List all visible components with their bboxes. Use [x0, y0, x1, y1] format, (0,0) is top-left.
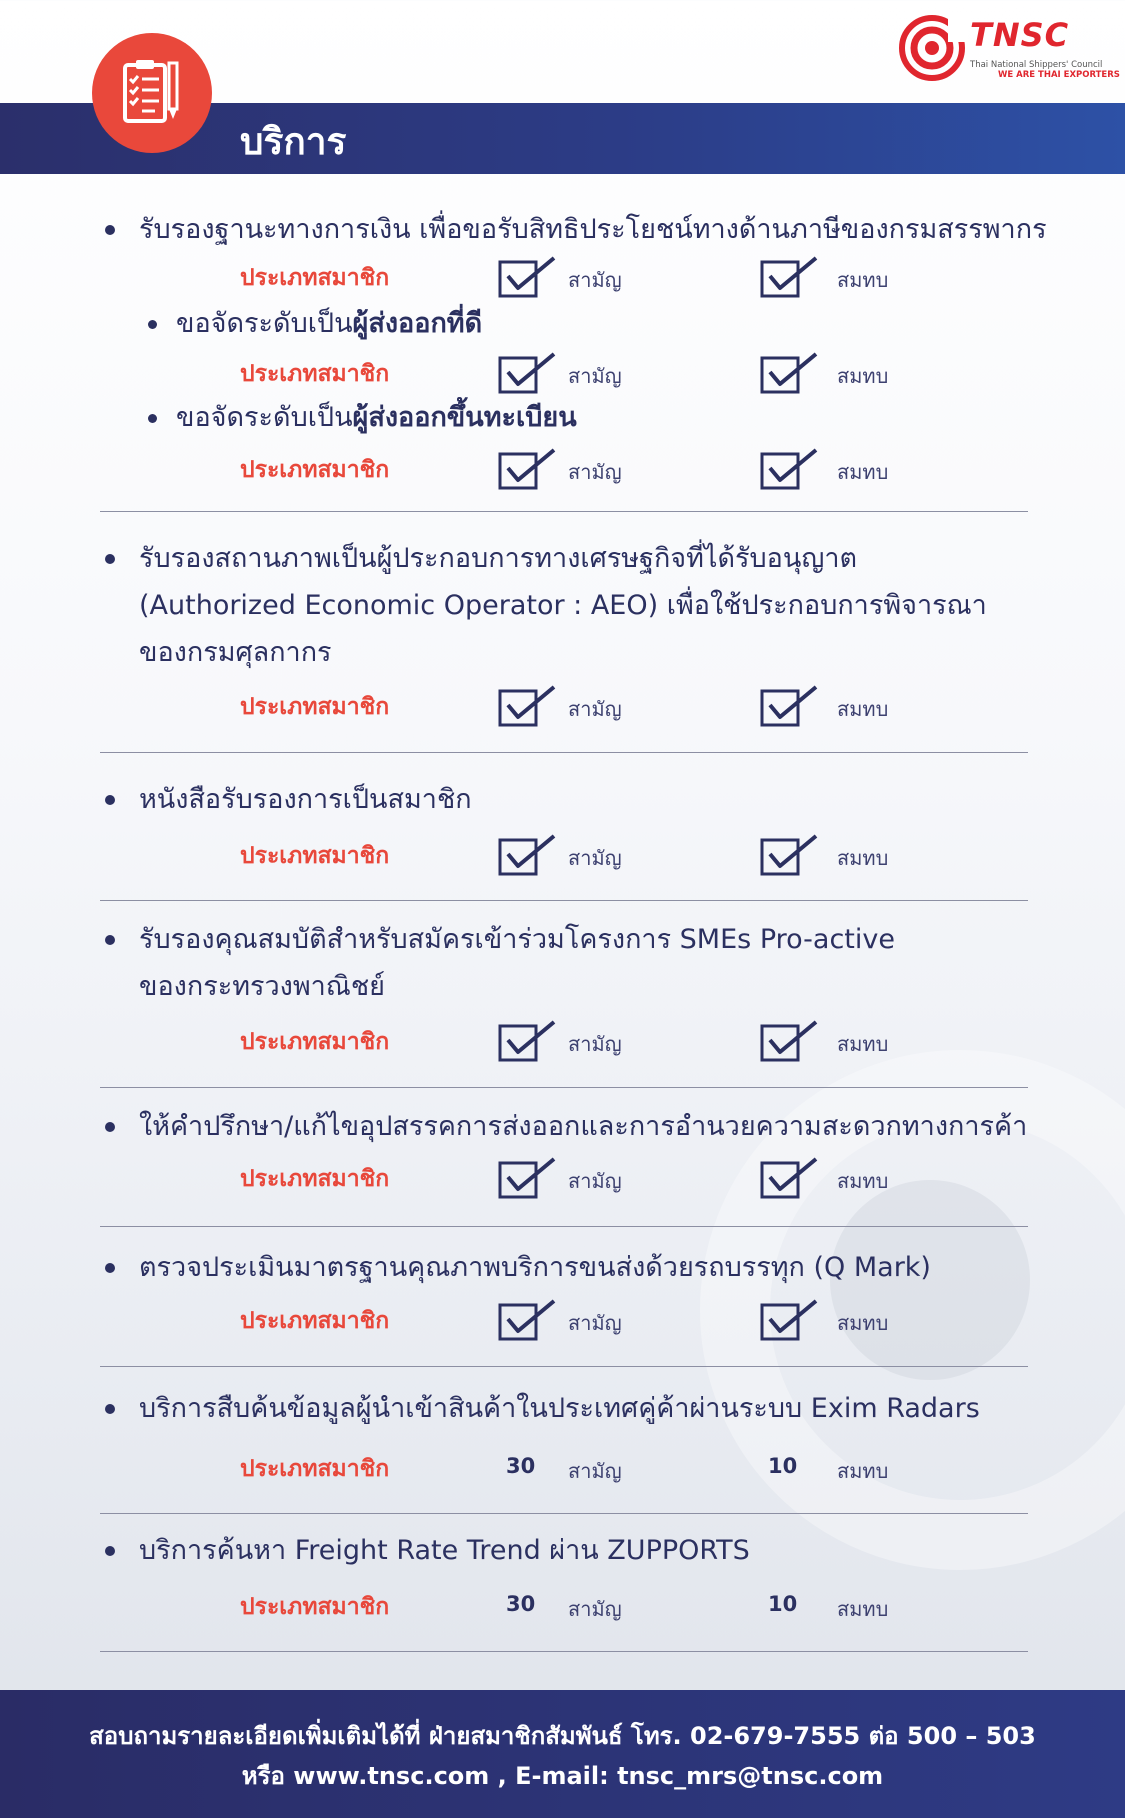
ordinary-member-label: สามัญ: [568, 364, 622, 388]
member-type-row: [100, 1157, 1028, 1197]
service-item: [100, 776, 1028, 901]
section-divider: [100, 1651, 1028, 1653]
page-title: บริการ: [240, 120, 347, 163]
ordinary-member-checkbox[interactable]: [498, 685, 558, 729]
logo-tagline: WE ARE THAI EXPORTERS: [998, 70, 1120, 80]
ordinary-member-checkbox[interactable]: [498, 256, 558, 300]
member-type-row: [100, 685, 1028, 725]
bullet-icon: [105, 225, 115, 235]
member-type-label: ประเภทสมาชิก: [240, 361, 390, 387]
logo-wordmark: TNSC: [970, 16, 1070, 54]
associate-member-label: สมทบ: [837, 1597, 889, 1621]
member-type-row: [100, 1020, 1028, 1060]
ordinary-member-quota: 30: [506, 1454, 536, 1478]
footer-contact-line: สอบถามรายละเอียดเพิ่มเติมได้ที่ ฝ่ายสมาชิกสัมพันธ์ โทร. 02-679-7555 ต่อ 500 – 503: [89, 1722, 1036, 1750]
associate-member-label: สมทบ: [837, 697, 889, 721]
service-text: ตรวจประเมินมาตรฐานคุณภาพบริการขนส่งด้วยรถบรรทุก (Q Mark): [139, 1252, 931, 1283]
member-type-label: ประเภทสมาชิก: [240, 1456, 390, 1482]
footer-web-email-line: หรือ www.tnsc.com , E-mail: tnsc_mrs@tnsc.com: [241, 1762, 884, 1790]
ordinary-member-label: สามัญ: [568, 268, 622, 292]
associate-member-label: สมทบ: [837, 268, 889, 292]
associate-member-checkbox[interactable]: [760, 448, 820, 492]
associate-member-checkbox[interactable]: [760, 1299, 820, 1343]
ordinary-member-checkbox[interactable]: [498, 352, 558, 396]
ordinary-member-label: สามัญ: [568, 697, 622, 721]
service-item: [100, 1385, 1028, 1514]
ordinary-member-checkbox[interactable]: [498, 834, 558, 878]
associate-member-label: สมทบ: [837, 1459, 889, 1483]
sub-service-text: [176, 398, 577, 438]
bullet-icon: [105, 1263, 115, 1273]
ordinary-member-label: สามัญ: [568, 1459, 622, 1483]
bullet-icon: [105, 795, 115, 805]
sub-service-bold: ผู้ส่งออกขึ้นทะเบียน: [352, 402, 577, 433]
ordinary-member-label: สามัญ: [568, 846, 622, 870]
ordinary-member-label: สามัญ: [568, 460, 622, 484]
associate-member-label: สมทบ: [837, 460, 889, 484]
tnsc-logo: [898, 12, 1120, 82]
service-text: ของกรมศุลกากร: [139, 637, 332, 668]
bullet-icon: [105, 935, 115, 945]
member-type-label: ประเภทสมาชิก: [240, 457, 390, 483]
associate-member-label: สมทบ: [837, 1169, 889, 1193]
associate-member-quota: 10: [768, 1454, 798, 1478]
sub-service-prefix: ขอจัดระดับเป็น: [176, 308, 353, 339]
section-divider: [100, 900, 1028, 902]
section-divider: [100, 752, 1028, 754]
associate-member-label: สมทบ: [837, 364, 889, 388]
member-type-label: ประเภทสมาชิก: [240, 1029, 390, 1055]
associate-member-label: สมทบ: [837, 1032, 889, 1056]
ordinary-member-checkbox[interactable]: [498, 1020, 558, 1064]
ordinary-member-checkbox[interactable]: [498, 1299, 558, 1343]
ordinary-member-label: สามัญ: [568, 1311, 622, 1335]
section-divider: [100, 1226, 1028, 1228]
section-divider: [100, 1087, 1028, 1089]
associate-member-checkbox[interactable]: [760, 834, 820, 878]
service-text: รับรองฐานะทางการเงิน เพื่อขอรับสิทธิประโยชน์ทางด้านภาษีของกรมสรรพากร: [139, 214, 1047, 245]
associate-member-checkbox[interactable]: [760, 1157, 820, 1201]
bullet-icon: [105, 1404, 115, 1414]
associate-member-checkbox[interactable]: [760, 352, 820, 396]
footer-contact-bar: [0, 1690, 1125, 1818]
member-type-label: ประเภทสมาชิก: [240, 1308, 390, 1334]
member-type-label: ประเภทสมาชิก: [240, 1594, 390, 1620]
service-item: [100, 916, 1028, 1088]
ordinary-member-label: สามัญ: [568, 1597, 622, 1621]
member-type-row: [100, 834, 1028, 874]
member-type-row: [100, 1299, 1028, 1339]
service-text: รับรองสถานภาพเป็นผู้ประกอบการทางเศรษฐกิจที่ได้รับอนุญาต: [139, 543, 858, 574]
section-divider: [100, 1513, 1028, 1515]
service-text: ของกระทรวงพาณิชย์: [139, 971, 386, 1002]
service-text: บริการค้นหา Freight Rate Trend ผ่าน ZUPPORTS: [139, 1535, 750, 1566]
associate-member-label: สมทบ: [837, 846, 889, 870]
service-item: [100, 1244, 1028, 1367]
member-type-row: [100, 448, 1028, 488]
section-divider: [100, 511, 1028, 513]
logo-subtitle: Thai National Shippers' Council: [970, 60, 1103, 70]
service-text: ให้คำปรึกษา/แก้ไขอุปสรรคการส่งออกและการอำนวยความสะดวกทางการค้า: [139, 1111, 1028, 1142]
member-type-row: [100, 1585, 1028, 1625]
service-item: [100, 206, 1047, 512]
member-type-row: [100, 256, 1028, 296]
ordinary-member-checkbox[interactable]: [498, 1157, 558, 1201]
service-text: รับรองคุณสมบัติสำหรับสมัครเข้าร่วมโครงการ SMEs Pro-active: [139, 924, 895, 955]
service-text: (Authorized Economic Operator : AEO) เพื่อใช้ประกอบการพิจารณา: [139, 590, 987, 621]
bullet-icon: [105, 554, 115, 564]
member-type-row: [100, 1447, 1028, 1487]
associate-member-label: สมทบ: [837, 1311, 889, 1335]
service-item: [100, 1527, 1028, 1652]
associate-member-checkbox[interactable]: [760, 685, 820, 729]
ordinary-member-quota: 30: [506, 1592, 536, 1616]
ordinary-member-label: สามัญ: [568, 1169, 622, 1193]
bullet-icon: [105, 1546, 115, 1556]
member-type-label: ประเภทสมาชิก: [240, 265, 390, 291]
service-item: [100, 1103, 1028, 1227]
service-item: [100, 535, 1028, 753]
clipboard-checklist-icon: [92, 33, 212, 153]
sub-service-bold: ผู้ส่งออกที่ดี: [352, 308, 483, 339]
service-text: หนังสือรับรองการเป็นสมาชิก: [139, 784, 472, 815]
sub-service-text: [176, 304, 482, 344]
service-text: บริการสืบค้นข้อมูลผู้นำเข้าสินค้าในประเทศคู่ค้าผ่านระบบ Exim Radars: [139, 1393, 980, 1424]
sub-bullet-icon: [148, 414, 157, 423]
ordinary-member-label: สามัญ: [568, 1032, 622, 1056]
member-type-row: [100, 352, 1028, 392]
member-type-label: ประเภทสมาชิก: [240, 1166, 390, 1192]
ordinary-member-checkbox[interactable]: [498, 448, 558, 492]
associate-member-quota: 10: [768, 1592, 798, 1616]
sub-bullet-icon: [148, 320, 157, 329]
section-divider: [100, 1366, 1028, 1368]
tnsc-swirl-icon: [898, 12, 968, 82]
member-type-label: ประเภทสมาชิก: [240, 694, 390, 720]
associate-member-checkbox[interactable]: [760, 256, 820, 300]
bullet-icon: [105, 1122, 115, 1132]
sub-service-prefix: ขอจัดระดับเป็น: [176, 402, 353, 433]
associate-member-checkbox[interactable]: [760, 1020, 820, 1064]
member-type-label: ประเภทสมาชิก: [240, 843, 390, 869]
